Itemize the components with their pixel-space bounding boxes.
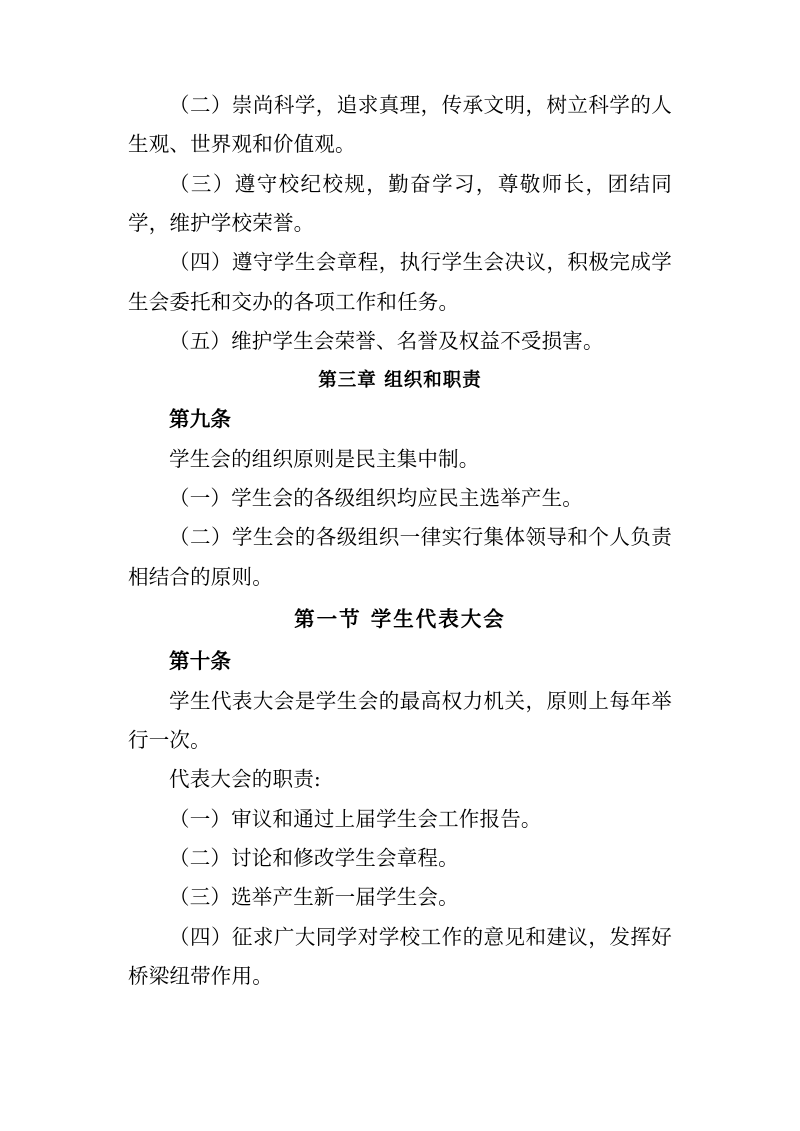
paragraph-duty-1: （一）审议和通过上届学生会工作报告。 [169,806,542,831]
paragraph-duty-3: （三）选举产生新一届学生会。 [169,885,459,910]
paragraph-article9-intro: 学生会的组织原则是民主集中制。 [169,446,480,471]
article-label-10: 第十条 [169,649,232,674]
paragraph-duties-lead: 代表大会的职责: [169,767,322,792]
document-body [128,86,672,996]
article-label-9: 第九条 [169,407,232,432]
paragraph-article9-clause-2: （二）学生会的各级组织一律实行集体领导和个人负责相结合的原则。 [128,525,672,589]
paragraph-duty-4: （四）征求广大同学对学校工作的意见和建议，发挥好桥梁纽带作用。 [128,924,672,989]
chapter-heading-3: 第三章 组织和职责 [318,369,482,391]
section-heading-1: 第一节 学生代表大会 [294,607,506,632]
paragraph-clause-5: （五）维护学生会荣誉、名誉及权益不受损害。 [169,329,604,354]
paragraph-clause-2: （二）崇尚科学，追求真理，传承文明，树立科学的人生观、世界观和价值观。 [128,93,672,157]
paragraph-article9-clause-1: （一）学生会的各级组织均应民主选举产生。 [169,486,583,511]
paragraph-clause-3: （三）遵守校纪校规，勤奋学习，尊敬师长，团结同学，维护学校荣誉。 [128,171,672,236]
paragraph-article10-intro: 学生代表大会是学生会的最高权力机关，原则上每年举行一次。 [128,688,672,752]
paragraph-clause-4: （四）遵守学生会章程，执行学生会决议，积极完成学生会委托和交办的各项工作和任务。 [128,250,672,314]
paragraph-duty-2: （二）讨论和修改学生会章程。 [169,846,459,871]
